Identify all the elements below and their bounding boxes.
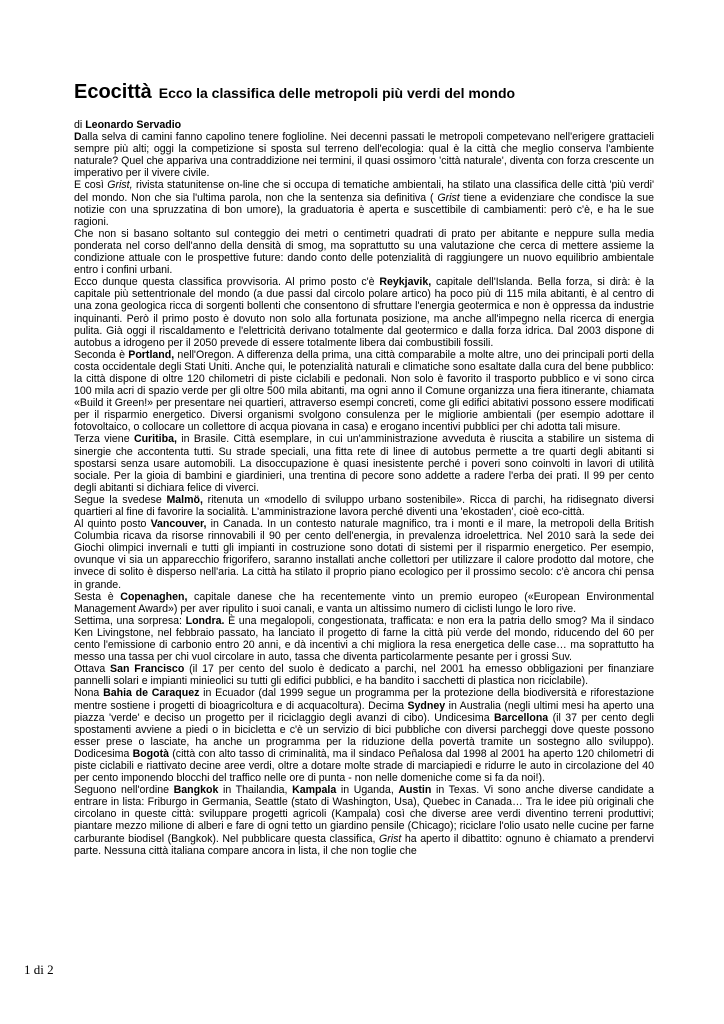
bold-text: Curitiba, [133, 433, 177, 446]
bold-text: Londra. [185, 614, 225, 627]
paragraph [74, 687, 654, 784]
paragraph [74, 615, 654, 663]
bold-text: Malmö, [166, 493, 203, 506]
bold-text: Copenaghen, [120, 590, 188, 603]
text-run: in Canada. In un contesto naturale magnifico, tra i monti e il mare, la metropoli della British Columbia ricava da risorse rinnovabili il 90 per cento dell'energia, in prevalenza idroelettrica. Nel 2010 sarà la sede dei Giochi olimpici invernali e tutti gli impianti in costruzione sono dotati di sistemi per il risparmio energetico. Per esempio, ovunque vi sia un apparecchio frigorifero, saranno installati anche collettori per utilizzare il calore prodotto dal motore, che invece di solito è disperso nell'aria. La città ha stilato il proprio piano ecologico per il prossimo secolo: c'è ancora chi pensa in grande. [74, 518, 654, 591]
article-title [74, 80, 654, 107]
text-run: in Texas. Vi sono anche diverse candidate a entrare in lista: Friburgo in Germania, Seattle (stato di Washington, Usa), Quebec in Canada… Tra le idee più originali che circolano in queste città: sviluppare progetti agricoli (Kampala) così che diverse aree verdi diventino terreni produttivi; piantare mezzo milione di alberi e fare di ogni tetto un giardino pensile (Chicago); riciclare l'olio usato nelle cucine per farne carburante biodisel (Bangkok). Nel pubblicare questa classifica, [74, 784, 654, 845]
text-run: (il 37 per cento degli spostamenti avviene a piedi o in bicicletta e c'è un servizio di bici pubbliche con diversi parcheggi dove queste possono esser prese o lasciate, ha anche un programma per la riduzione della povertà tramite un sostegno allo sviluppo). Dodicesima [74, 711, 654, 760]
text-run: È una megalopoli, congestionata, trafficata: e non era la patria dello smog? Ma il sindaco Ken Livingstone, nel febbraio passato, ha lanciato il progetto di farne la città più verde del mondo, riducendo del 60 per cento l'emissione di carbonio entro 20 anni, e dà incentivi a chi migliora la resa energetica delle case… ma soprattutto ha messo una tassa per chi vuol circolare in auto, tassa che diventa particolarmente pesante per i grossi Suv. [74, 614, 654, 664]
bold-text: Sydney [407, 699, 446, 712]
text-run: in Brasile. Città esemplare, in cui un'amministrazione avveduta è riuscita a stabilire un sistema di sinergie che accontenta tutti. Su strade speciali, una fitta rete di linee di autobus permette a tre quarti degli abitanti si spostarsi senza usare automobili. La disoccupazione è quasi inesistente perché i poveri sono coinvolti in lavori di utilità sociale. Per la gioia di bambini e giardinieri, una trentina di pecore sono addette a radere l'erba dei prati. Il 99 per cento degli abitanti si dichiara felice di viverci. [74, 433, 654, 494]
byline [74, 119, 654, 131]
bold-text: Bahia de Caraquez [103, 687, 200, 700]
paragraph [74, 276, 654, 349]
paragraph [74, 349, 654, 434]
text-run: ritenuta un «modello di sviluppo urbano sostenibile». Ricca di parchi, ha ridisegnato diversi quartieri al fine di favorire la socialità. L'amministrazione lavora perché diventi una 'ekostaden', cioè eco-città. [74, 493, 654, 518]
text-run: in Uganda, [336, 784, 399, 797]
text-run: Che non si basano soltanto sul conteggio dei metri o centimetri quadrati di prato per abitante e neppure sulla media ponderata nel corso dell'anno della densità di smog, ma soprattutto su una valutazione che cerca di mettere assieme la condizione attuale con le prospettive future: dando conto delle potenzialità di raggiungere un nuovo equilibrio ambientale entro i confini urbani. [74, 227, 654, 277]
page-number: 1 di 2 [24, 962, 54, 977]
article-body [74, 131, 654, 857]
byline-author: Leonardo Servadio [85, 119, 182, 131]
bold-text: Bogotà [132, 747, 170, 760]
text-run: E così [74, 179, 108, 192]
paragraph [74, 494, 654, 518]
text-run: Nona [74, 687, 104, 700]
article [74, 80, 654, 857]
text-run: capitale dell'Islanda. Bella forza, si dirà: è la capitale più settentrionale del mondo (a due passi dal circolo polare artico) ha poco più di 115 mila abitanti, è al centro di una zona geologica ricca di sorgenti bollenti che consentono di sfruttare l'energia geotermica e non è oppressa da industrie inquinanti. Però il primo posto è dovuto non solo alla fortunata posizione, ma anche all'impegno nella ricerca di energia pulita. Già oggi il riscaldamento e l'elettricità derivano totalmente dal geotermico e dalla forza idrica. Dal 2003 dispone di autobus a idrogeno per il 2050 prevede di essere totalmente libera dai combustibili fossili. [74, 276, 654, 349]
text-run: tiene a evidenziare che condisce la sue notizie con una spruzzatina di bon umore), la graduatoria è aperta e suscettibile di cambiamenti: però c'è, e ha le sue ragioni. [74, 191, 654, 228]
text-run: ha aperto il dibattito: ognuno è chiamato a prendervi parte. Nessuna città italiana compare ancora in lista, il che non toglie che [74, 832, 654, 857]
paragraph [74, 433, 654, 493]
text-run: Segue la svedese [74, 493, 167, 506]
text-run: Ecco dunque questa classifica provvisoria. Al primo posto c'è [74, 276, 380, 289]
text-run: rivista statunitense on-line che si occupa di tematiche ambientali, ha stilato una classifica delle città 'più verdi' del mondo. Non che sia l'ultima parola, non che la sentenza sia definitiva ( [74, 179, 654, 204]
paragraph [74, 179, 654, 227]
text-run: Ottava [74, 663, 111, 676]
text-run: in Thailandia, [218, 784, 293, 797]
byline-prefix: di [74, 119, 83, 131]
bold-text: Austin [398, 784, 432, 797]
text-run: Seguono nell'ordine [74, 784, 174, 797]
paragraph [74, 518, 654, 591]
paragraph [74, 591, 654, 615]
bold-text: Bangkok [173, 784, 219, 797]
paragraph [74, 784, 654, 857]
title-main: Ecocittà [74, 81, 152, 103]
text-run: in Ecuador (dal 1999 segue un programma per la protezione della biodiversità e riforestazione mentre sostiene i progetti di bioagricoltura e di acquacoltura). Decima [74, 687, 654, 712]
paragraph [74, 228, 654, 276]
bold-text: Reykjavik, [379, 276, 432, 289]
paragraph [74, 131, 654, 179]
text-run: capitale danese che ha recentemente vinto un premio europeo («European Environmental Management Award») per aver ripulito i suoi canali, e vanta un altissimo numero di ciclisti lungo le loro rive. [74, 590, 654, 615]
paragraph [74, 663, 654, 687]
bold-text: Kampala [292, 784, 337, 797]
text-run: alla selva di camini fanno capolino tenere foglioline. Nei decenni passati le metropoli competevano nell'erigere grattacieli sempre più alti; oggi la competizione si sposta sul terreno dell'ecologia: qual è la città che meglio conserva l'ambiente naturale? Quel che appariva una contraddizione nei termini, il quasi ossimoro 'città naturale', diventa con forza crescente un imperativo per il vivere civile. [74, 131, 654, 180]
italic-text: Grist, [107, 179, 133, 192]
text-run: Sesta è [74, 590, 121, 603]
text-run: Al quinto posto [74, 518, 151, 531]
italic-text: Grist [379, 832, 402, 845]
text-run: Settima, una sorpresa: [74, 614, 186, 627]
bold-text: Barcellona [494, 711, 549, 724]
bold-text: Portland, [128, 348, 175, 361]
text-run: nell'Oregon. A differenza della prima, una città comparabile a molte altre, uno dei principali porti della costa occidentale degli Stati Uniti. Anche qui, le potenzialità naturali e climatiche sono esaltate dalla cura del bene pubblico: la città dispone di oltre 120 chilometri di piste ciclabili e pedonali. Non solo è favorito il trasporto pubblico e vi sono circa 100 mila acri di spazio verde per gli oltre 500 mila abitanti, ma ogni anno il Comune organizza una fiera itinerante, chiamata «Build it Green!» per presentare nei quartieri, attraverso esempi concreti, come gli edifici abitativi possono essere modificati per il risparmio energetico. Diversi organismi svolgono consulenza per le migliorie ambientali (per esempio adottare il fotovoltaico, o collocare un collettore di acqua piovana in casa) e erogano incentivi pubblici per chi adotta tali misure. [74, 348, 654, 434]
text-run: (il 17 per cento del suolo è dedicato a parchi, nel 2001 ha emesso obbligazioni per finanziare pannelli solari e impianti minieolici su tutti gli edifici pubblici, e ha bandito i sacchetti di plastica non riciclabile). [74, 663, 655, 688]
bold-text: Vancouver, [150, 518, 207, 531]
bold-text: San Francisco [110, 663, 185, 676]
text-run: Seconda è [74, 348, 129, 361]
text-run: (città con alto tasso di criminalità, ma il sindaco Peñalosa dal 1998 al 2001 ha aperto 120 chilometri di piste ciclabili e riattivato decine aree verdi, oltre a dotare molte strade di marciapiedi e ridurre le auto in circolazione del 40 per cento imponendo blocchi del traffico nelle ore di punta - non nelle domeniche come si fa da noi!). [74, 747, 654, 785]
text-run: in Australia (negli ultimi mesi ha aperto una piazza 'verde' e deciso un progetto per il riciclaggio degli avanzi di cibo). Undicesima [74, 699, 654, 724]
italic-text: Grist [437, 191, 460, 204]
title-subtitle: Ecco la classifica delle metropoli più verdi del mondo [158, 85, 516, 101]
text-run: Terza viene [74, 433, 134, 446]
bold-text: D [74, 131, 82, 144]
